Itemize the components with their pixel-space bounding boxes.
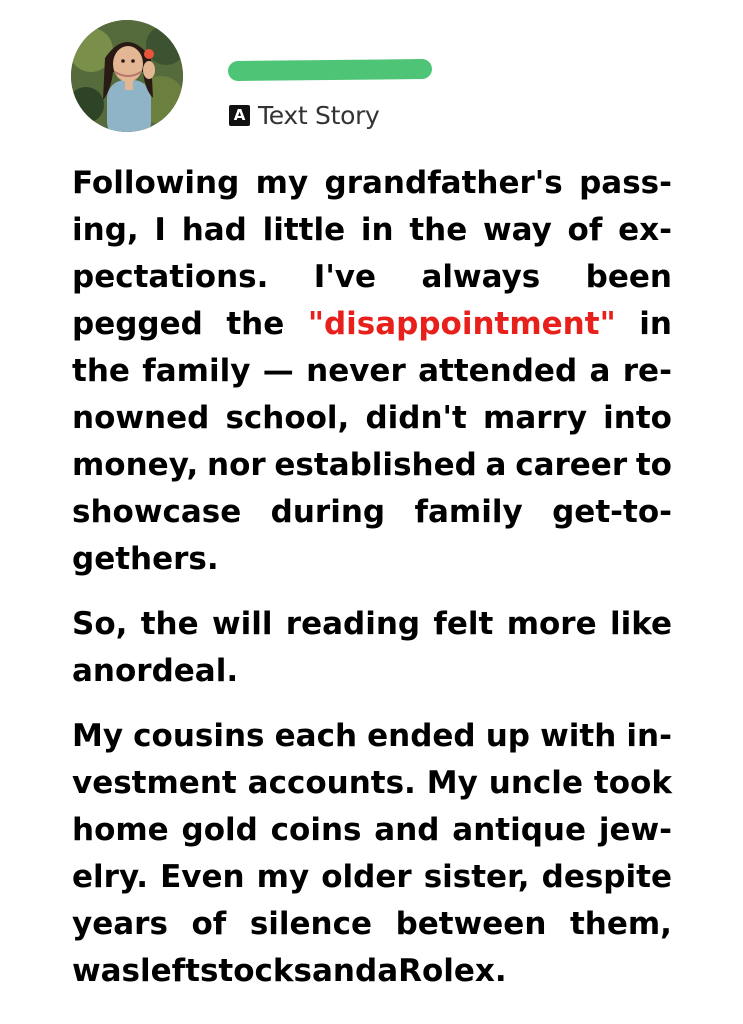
text-line: [72, 901, 672, 948]
word: will: [211, 606, 273, 642]
word: ing,: [72, 212, 139, 248]
word: ex-: [618, 212, 672, 248]
text-story-icon: A: [229, 105, 250, 126]
word: way: [482, 212, 552, 248]
word: accounts.: [247, 765, 416, 801]
word: of: [191, 906, 227, 942]
text-line: [72, 348, 672, 395]
word: up: [485, 718, 530, 754]
word: nor: [207, 447, 266, 483]
word: pectations.: [72, 259, 269, 295]
word: family: [142, 353, 251, 389]
word: an: [72, 653, 115, 689]
text-line: [72, 442, 672, 489]
word: coins: [270, 812, 362, 848]
word: pegged: [72, 306, 203, 342]
story-paragraph: [72, 601, 672, 695]
word: sister,: [423, 859, 530, 895]
word: showcase: [72, 494, 242, 530]
word: gethers.: [72, 541, 219, 577]
word: marry: [483, 400, 588, 436]
word: a: [589, 353, 611, 389]
word: the: [140, 606, 199, 642]
word: elry.: [72, 859, 149, 895]
redacted-author-name: [228, 59, 432, 81]
word: little: [262, 212, 346, 248]
word: into: [603, 400, 672, 436]
word: stocks: [199, 953, 312, 989]
word: cousins: [133, 718, 265, 754]
word: was: [72, 953, 141, 989]
word: took: [593, 765, 672, 801]
text-line: [72, 854, 672, 901]
text-line: [72, 948, 672, 995]
word: a: [485, 447, 507, 483]
avatar[interactable]: [71, 20, 183, 132]
story-paragraph: [72, 713, 672, 995]
word: the: [409, 212, 468, 248]
word: in: [639, 306, 672, 342]
word: a: [377, 953, 399, 989]
word: career: [515, 447, 628, 483]
word: get-to-: [552, 494, 672, 530]
word: So,: [72, 606, 128, 642]
word: Rolex.: [398, 953, 507, 989]
word: uncle: [488, 765, 583, 801]
word: felt: [433, 606, 494, 642]
word: home: [72, 812, 169, 848]
word: the: [226, 306, 285, 342]
word: more: [506, 606, 597, 642]
text-line: [72, 807, 672, 854]
story-body: [72, 160, 672, 1013]
text-line: [72, 648, 672, 695]
word: them,: [569, 906, 672, 942]
word: despite: [541, 859, 672, 895]
text-line: [72, 601, 672, 648]
word: family: [414, 494, 523, 530]
word: gold: [181, 812, 258, 848]
word: had: [181, 212, 247, 248]
word: money,: [72, 447, 199, 483]
text-line: [72, 536, 672, 583]
text-line: [72, 713, 672, 760]
word: each: [274, 718, 358, 754]
word: pass-: [579, 165, 672, 201]
word: attended: [418, 353, 578, 389]
word: always: [421, 259, 541, 295]
word: my: [256, 859, 310, 895]
word: vestment: [72, 765, 237, 801]
word: I've: [313, 259, 377, 295]
word: to: [635, 447, 672, 483]
word: years: [72, 906, 168, 942]
word: during: [270, 494, 386, 530]
word: ended: [367, 718, 476, 754]
word: established: [274, 447, 477, 483]
word: ordeal.: [115, 653, 239, 689]
word: My: [72, 718, 124, 754]
word: my: [255, 165, 309, 201]
highlighted-word: "disappointment": [307, 306, 616, 342]
word: grandfather's: [324, 165, 563, 201]
word: nowned: [72, 400, 210, 436]
word: and: [374, 812, 440, 848]
user-avatar-icon: [71, 20, 183, 132]
word: and: [312, 953, 378, 989]
text-line: [72, 207, 672, 254]
text-line: [72, 160, 672, 207]
word: in: [360, 212, 394, 248]
text-line: [72, 395, 672, 442]
word: in-: [626, 718, 672, 754]
story-paragraph: [72, 160, 672, 583]
word: I: [154, 212, 166, 248]
word: older: [321, 859, 412, 895]
word: Following: [72, 165, 240, 201]
text-line: [72, 489, 672, 536]
text-line: [72, 301, 672, 348]
word: with: [540, 718, 617, 754]
word: been: [585, 259, 672, 295]
word: reading: [285, 606, 421, 642]
word: the: [72, 353, 130, 389]
word: My: [426, 765, 478, 801]
word: left: [140, 953, 200, 989]
word: never: [306, 353, 406, 389]
word: didn't: [365, 400, 467, 436]
word: school,: [225, 400, 350, 436]
word: Even: [160, 859, 245, 895]
word: antique: [452, 812, 586, 848]
story-type-text: Text Story: [258, 100, 380, 130]
word: silence: [249, 906, 373, 942]
text-line: [72, 760, 672, 807]
text-line: [72, 254, 672, 301]
word: of: [567, 212, 603, 248]
word: between: [395, 906, 547, 942]
word: jew-: [598, 812, 672, 848]
story-type-label: [229, 100, 380, 130]
word: like: [609, 606, 672, 642]
word: re-: [622, 353, 672, 389]
story-header: [0, 0, 743, 150]
word: —: [262, 353, 294, 389]
